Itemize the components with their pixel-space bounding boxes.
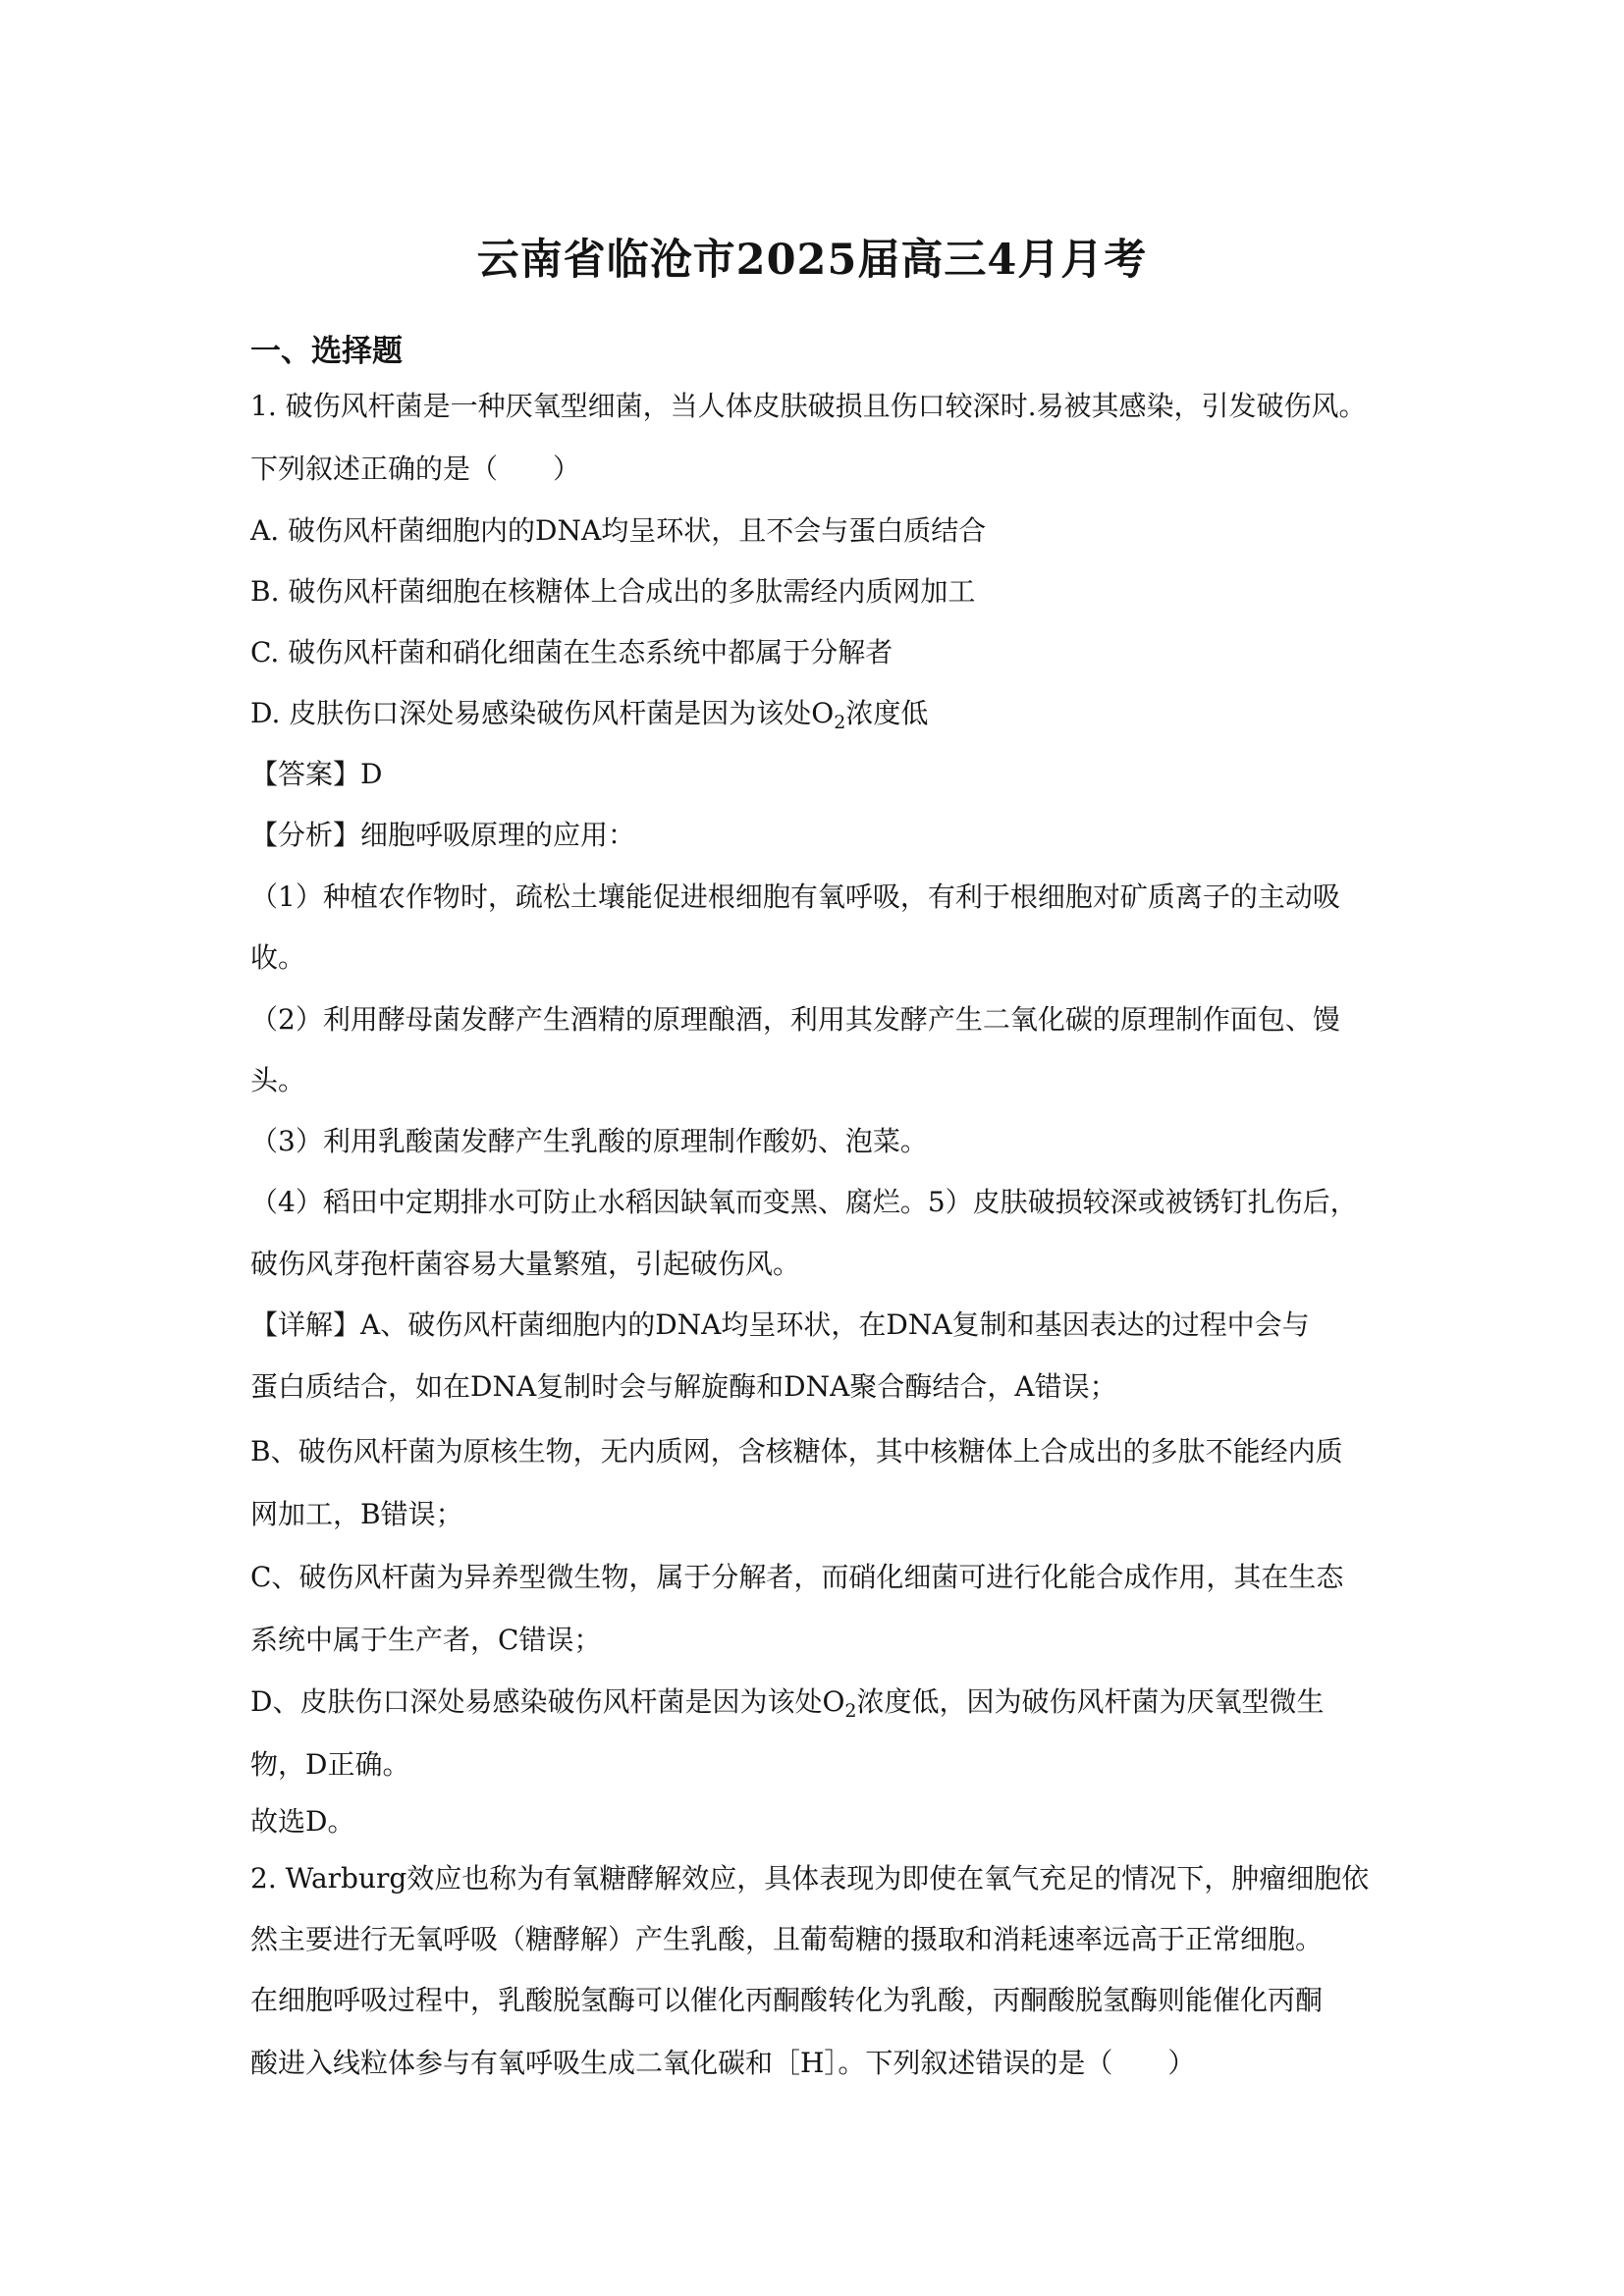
q1-answer: 【答案】D — [250, 758, 383, 790]
q1-analysis-1a: （1）种植农作物时，疏松土壤能促进根细胞有氧呼吸，有利于根细胞对矿质离子的主动吸 — [250, 881, 1340, 913]
q1-detail-c1: C、破伤风杆菌为异养型微生物，属于分解者，而硝化细菌可进行化能合成作用，其在生态 — [250, 1561, 1344, 1593]
q1-detail-d1-tail: 浓度低，因为破伤风杆菌为厌氧型微生 — [856, 1685, 1325, 1718]
q1-option-d-text: D. 皮肤伤口深处易感染破伤风杆菌是因为该处O — [250, 697, 835, 729]
q1-analysis-3: （3）利用乳酸菌发酵产生乳酸的原理制作酸奶、泡菜。 — [250, 1125, 928, 1157]
q1-detail-d1-text: D、皮肤伤口深处易感染破伤风杆菌是因为该处O — [250, 1685, 845, 1718]
q2-stem-line-1: 2. Warburg效应也称为有氧糖酵解效应，具体表现为即使在氧气充足的情况下，肿瘤细胞依 — [250, 1862, 1370, 1895]
q1-detail-a2: 蛋白质结合，如在DNA复制时会与解旋酶和DNA聚合酶结合，A错误； — [250, 1370, 1117, 1403]
q1-analysis-4b: 破伤风芽孢杆菌容易大量繁殖，引起破伤风。 — [250, 1248, 801, 1280]
q1-stem-line-1: 1. 破伤风杆菌是一种厌氧型细菌，当人体皮肤破损且伤口较深时.易被其感染，引发破伤风。 — [250, 390, 1367, 422]
q1-option-b: B. 破伤风杆菌细胞在核糖体上合成出的多肽需经内质网加工 — [250, 575, 976, 608]
q1-analysis-4a: （4）稻田中定期排水可防止水稻因缺氧而变黑、腐烂。5）皮肤破损较深或被锈钉扎伤后， — [250, 1186, 1358, 1218]
q1-option-d-tail: 浓度低 — [845, 697, 929, 729]
q1-analysis-1b: 收。 — [250, 941, 306, 974]
q2-stem-line-4: 酸进入线粒体参与有氧呼吸生成二氧化碳和［H］。下列叙述错误的是（ ） — [250, 2047, 1196, 2079]
q1-analysis-2b: 头。 — [250, 1064, 306, 1096]
section-heading: 一、选择题 — [250, 334, 403, 369]
q1-analysis-title: 【分析】细胞呼吸原理的应用： — [250, 819, 636, 851]
q1-detail-d1 — [250, 1680, 1325, 1734]
q1-detail-d1-subscript: 2 — [844, 1700, 857, 1722]
q1-detail-d2: 物，D正确。 — [250, 1748, 410, 1781]
q1-option-c: C. 破伤风杆菌和硝化细菌在生态系统中都属于分解者 — [250, 636, 893, 668]
q1-detail-a1: 【详解】A、破伤风杆菌细胞内的DNA均呈环状，在DNA复制和基因表达的过程中会与 — [250, 1308, 1310, 1341]
q1-analysis-2a: （2）利用酵母菌发酵产生酒精的原理酿酒，利用其发酵产生二氧化碳的原理制作面包、馒 — [250, 1003, 1340, 1036]
q2-stem-line-2: 然主要进行无氧呼吸（糖酵解）产生乳酸，且葡萄糖的摄取和消耗速率远高于正常细胞。 — [250, 1923, 1324, 1955]
q1-option-d — [250, 691, 928, 745]
q1-option-d-subscript: 2 — [834, 712, 846, 733]
q1-option-a: A. 破伤风杆菌细胞内的DNA均呈环状，且不会与蛋白质结合 — [250, 514, 987, 547]
q1-stem-line-2: 下列叙述正确的是（ ） — [250, 453, 581, 485]
q1-detail-b2: 网加工，B错误； — [250, 1498, 463, 1530]
page-title: 云南省临沧市2025届高三4月月考 — [476, 236, 1148, 285]
q1-conclusion: 故选D。 — [250, 1805, 355, 1838]
q2-stem-line-3: 在细胞呼吸过程中，乳酸脱氢酶可以催化丙酮酸转化为乳酸，丙酮酸脱氢酶则能催化丙酮 — [250, 1984, 1324, 2016]
q1-detail-b1: B、破伤风杆菌为原核生物，无内质网，含核糖体，其中核糖体上合成出的多肽不能经内质 — [250, 1435, 1343, 1468]
q1-detail-c2: 系统中属于生产者，C错误； — [250, 1624, 602, 1656]
